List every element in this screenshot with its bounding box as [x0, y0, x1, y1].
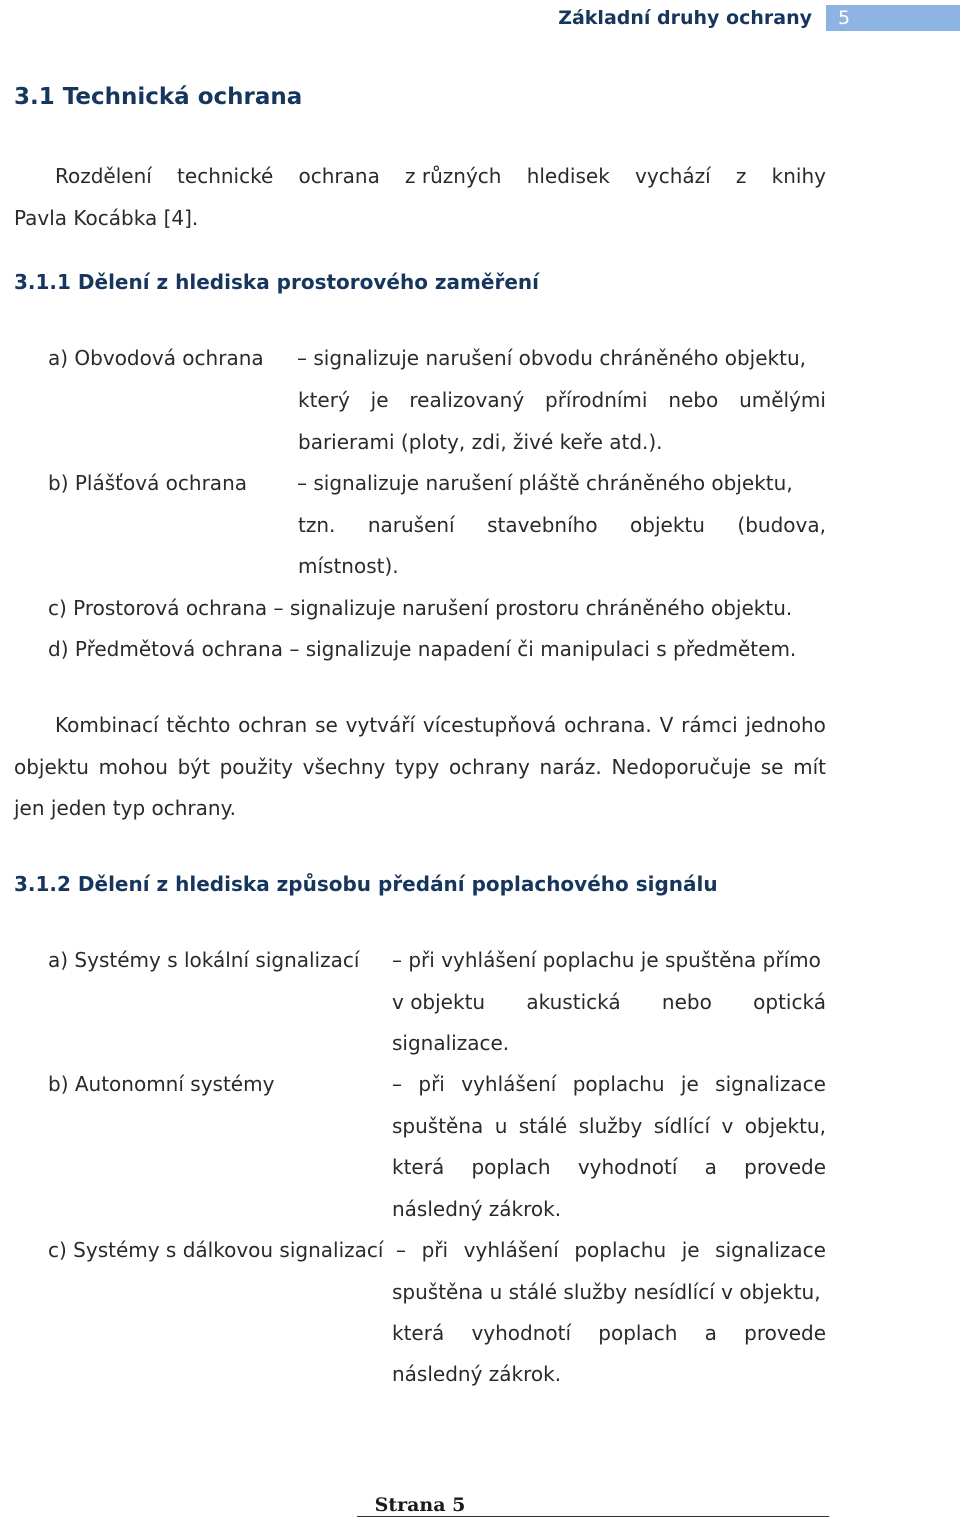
word: objektu	[14, 755, 89, 779]
intro-line-2: Pavla Kocábka [4].	[14, 206, 199, 230]
item-a-label: a) Obvodová ochrana	[48, 346, 264, 370]
word: v	[721, 1114, 734, 1138]
word: všechny	[302, 755, 386, 779]
word: typy	[395, 755, 440, 779]
combo-line-3: jen jeden typ ochrany.	[14, 796, 236, 820]
word: akustická	[526, 990, 621, 1014]
sys-c-line-3	[392, 1321, 826, 1345]
word: která	[392, 1321, 445, 1345]
sys-b-line-2	[392, 1114, 826, 1138]
word: vyhodnotí	[471, 1321, 572, 1345]
word: vytváří	[345, 713, 416, 737]
word: sídlící	[653, 1114, 711, 1138]
word: (budova,	[737, 513, 826, 537]
item-d-line: d) Předmětová ochrana – signalizuje napadení či manipulaci s předmětem.	[48, 637, 797, 661]
intro-line-1	[55, 164, 826, 188]
word: umělými	[739, 388, 826, 412]
item-b-line-3: místnost).	[298, 554, 399, 578]
word: vyhodnotí	[577, 1155, 678, 1179]
word: stálé	[518, 1114, 568, 1138]
word: těchto	[166, 713, 231, 737]
word: při	[418, 1072, 445, 1096]
word: se	[315, 713, 338, 737]
footer-rule	[357, 1516, 829, 1517]
word: objektu	[630, 513, 705, 537]
combo-line-1	[55, 713, 826, 737]
item-b-line-1: – signalizuje narušení pláště chráněného objektu,	[297, 471, 793, 495]
word: realizovaný	[409, 388, 525, 412]
subsection-heading-1: 3.1.1 Dělení z hlediska prostorového zaměření	[14, 270, 539, 294]
word: Kombinací	[55, 713, 159, 737]
word: provede	[744, 1155, 826, 1179]
word: vychází	[635, 164, 711, 188]
word: Nedoporučuje	[611, 755, 752, 779]
sys-b-line-1	[392, 1072, 826, 1096]
sys-c-line-4: následný zákrok.	[392, 1362, 562, 1386]
word: ochran	[238, 713, 308, 737]
word: ochrana.	[564, 713, 652, 737]
word: narušení	[367, 513, 455, 537]
word: vyhlášení	[463, 1238, 559, 1262]
word: z různých	[405, 164, 502, 188]
word: ochrana	[298, 164, 380, 188]
word: při	[421, 1238, 449, 1262]
item-b-line-2	[298, 513, 826, 537]
item-a-line-3: barierami (ploty, zdi, živé keře atd.).	[298, 430, 663, 454]
word: hledisek	[526, 164, 610, 188]
word: tzn.	[298, 513, 336, 537]
item-c-line: c) Prostorová ochrana – signalizuje narušení prostoru chráněného objektu.	[48, 596, 793, 620]
word: je	[681, 1238, 700, 1262]
word: poplach	[598, 1321, 678, 1345]
word: vyhlášení	[461, 1072, 557, 1096]
word: mít	[793, 755, 826, 779]
word: stavebního	[487, 513, 598, 537]
word: je	[680, 1072, 699, 1096]
word: a	[704, 1321, 717, 1345]
word: provede	[744, 1321, 826, 1345]
subsection-heading-2: 3.1.2 Dělení z hlediska způsobu předání poplachového signálu	[14, 872, 718, 896]
word: vícestupňová	[422, 713, 557, 737]
word: se	[760, 755, 784, 779]
word: V	[659, 713, 674, 737]
word: nebo	[661, 990, 712, 1014]
header-page-number: 5	[826, 5, 960, 31]
word: poplachu	[572, 1072, 665, 1096]
word: přírodními	[545, 388, 648, 412]
word: která	[392, 1155, 445, 1179]
word: technické	[177, 164, 274, 188]
word: z	[735, 164, 747, 188]
word: poplach	[471, 1155, 551, 1179]
word: poplachu	[574, 1238, 667, 1262]
word: naráz.	[539, 755, 602, 779]
sys-a-label: a) Systémy s lokální signalizací	[48, 948, 360, 972]
word: signalizace	[715, 1238, 826, 1262]
sys-a-line-1: – při vyhlášení poplachu je spuštěna přímo	[392, 948, 821, 972]
word: knihy	[771, 164, 826, 188]
word: mohou	[98, 755, 168, 779]
word: nebo	[668, 388, 719, 412]
sys-c-line-2: spuštěna u stálé služby nesídlící v objektu,	[392, 1280, 821, 1304]
word: –	[392, 1072, 402, 1096]
header-title: Základní druhy ochrany	[558, 7, 812, 29]
item-a-line-1: – signalizuje narušení obvodu chráněného objektu,	[297, 346, 806, 370]
page-footer: Strana 5	[374, 1494, 466, 1516]
sys-b-line-3	[392, 1155, 826, 1179]
word: spuštěna	[392, 1114, 484, 1138]
sys-b-label: b) Autonomní systémy	[48, 1072, 275, 1096]
word: být	[177, 755, 210, 779]
word: Rozdělení	[55, 164, 152, 188]
word: u	[494, 1114, 508, 1138]
sys-c-line-1	[396, 1238, 826, 1262]
word: optická	[753, 990, 826, 1014]
item-b-label: b) Plášťová ochrana	[48, 471, 247, 495]
word: jednoho	[745, 713, 826, 737]
word: a	[704, 1155, 717, 1179]
word: v objektu	[392, 990, 486, 1014]
sys-c-label: c) Systémy s dálkovou signalizací	[48, 1238, 384, 1262]
word: signalizace	[715, 1072, 826, 1096]
item-a-line-2	[298, 388, 826, 412]
combo-line-2	[14, 755, 826, 779]
section-heading: 3.1 Technická ochrana	[14, 84, 303, 110]
sys-a-line-2	[392, 990, 826, 1014]
word: použity	[219, 755, 293, 779]
sys-b-line-4: následný zákrok.	[392, 1197, 562, 1221]
word: který	[298, 388, 350, 412]
page-header	[558, 5, 960, 31]
sys-a-line-3: signalizace.	[392, 1031, 510, 1055]
word: rámci	[681, 713, 738, 737]
word: –	[396, 1238, 406, 1262]
word: ochrany	[448, 755, 530, 779]
word: objektu,	[744, 1114, 826, 1138]
word: služby	[578, 1114, 643, 1138]
word: je	[370, 388, 389, 412]
